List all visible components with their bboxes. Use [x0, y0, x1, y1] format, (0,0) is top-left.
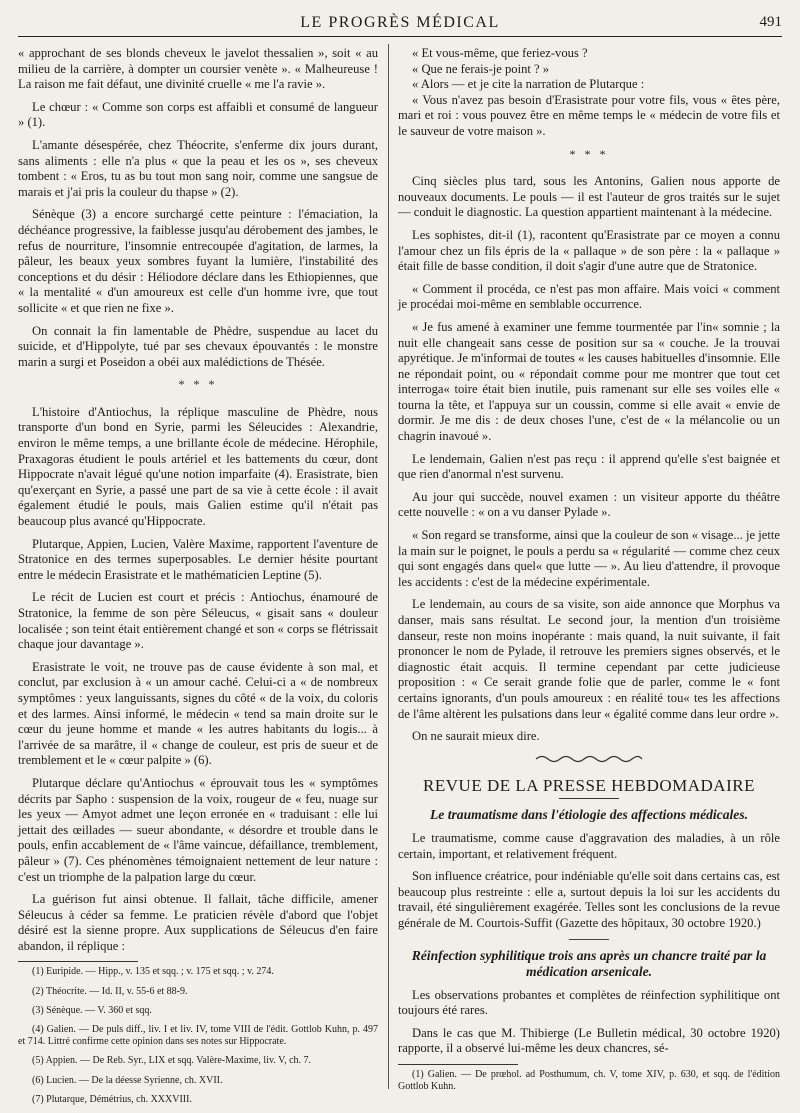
paragraph: Au jour qui succède, nouvel examen : un visiteur apporte du théâtre cette nouvelle : « on a vu danser Pylade ». [398, 489, 780, 520]
footnote: (1) Euripide. — Hipp., v. 135 et sqq. ; v. 175 et sqq. ; v. 274. [32, 966, 274, 978]
paragraph: Sénèque (3) a encore surchargé cette peinture : l'émaciation, la déchéance progressive, la faiblesse jusqu'au dérobement des jambes, le refus de nourriture, l'insomnie entrecoupée d'agitation, de larmes, la pâleur, les beaux yeux sombres fuyant la lumière, l'instabilité des conceptions et du désir : Héliodore déclare dans les Ethiopiennes, que « la mentalité « d'un amoureux est celle d'un homme ivre, que tout sollicite « et que rien ne fixe ». [18, 207, 378, 315]
paragraph: Le récit de Lucien est court et précis : Antiochus, énamouré de Stratonice, la femme de son père Séleucus, « gisait sans « douleur localisée ; son teint était entièrement changé et son « corps se flétrissait chaque jour davantage ». [18, 590, 378, 652]
paragraph: Les observations probantes et complètes de réinfection syphilitique ont toujours été rares. [398, 987, 780, 1018]
quote-line: « Alors — et je cite la narration de Plutarque : [412, 77, 645, 92]
section-stars: * * * [178, 377, 218, 392]
paragraph: « Vous n'avez pas besoin d'Erasistrate pour votre fils, vous « êtes père, mari et roi : vous pouvez être en même temps le « médecin de votre fils et le sauveur de votre maison ». [398, 92, 780, 138]
running-header [18, 14, 782, 37]
ornamental-divider [398, 753, 780, 769]
section-stars: * * * [569, 146, 609, 161]
left-column [18, 46, 378, 1113]
journal-title: LE PROGRÈS MÉDICAL [300, 14, 500, 31]
article-heading: Réinfection syphilitique trois ans après un chancre traité par la médication arsenicale. [411, 947, 767, 979]
paragraph: Dans le cas que M. Thibierge (Le Bulletin médical, 30 octobre 1920) rapporte, il a observé lui-même les deux chancres, sé- [398, 1025, 780, 1056]
column-divider [388, 44, 389, 1089]
article-heading: Le traumatisme dans l'étiologie des affections médicales. [429, 806, 749, 822]
paragraph: Plutarque, Appien, Lucien, Valère Maxime, rapportent l'aventure de Stratonice en des termes superposables. Le dernier hésite pourtant entre le médecin Erasistrate et le mathématicien Leptine (5). [18, 536, 378, 582]
quote-line: « Que ne ferais-je point ? » [412, 61, 550, 76]
paragraph: Le traumatisme, comme cause d'aggravation des maladies, à un rôle certain, important, et relativement fréquent. [398, 830, 780, 861]
footnote: (5) Appien. — De Reb. Syr., LIX et sqq. Valère-Maxime, liv. V, ch. 7. [32, 1055, 312, 1067]
section-title: REVUE DE LA PRESSE HEBDOMADAIRE [423, 776, 755, 796]
paragraph: « Je fus amené à examiner une femme tourmentée par l'in« somnie ; la nuit elle changeait sans cesse de position sur sa « couche. Je la trouvai apyrétique. Je m'informai de toutes « les causes habituelles d'insomnie. Elle ne répondait point, ou « répondait comme pour me montrer que tout cet interroga« toire était bien inutile, puis ramenant sur elle ses voiles elle « tourna la tête, et l'appuya sur un coussin, comme si elle avait « envie de dormir. Je me dis : de deux choses l'une, c'est de « la mélancolie ou un chagrin inavoué ». [398, 319, 780, 444]
paragraph: « Comment il procéda, ce n'est pas mon affaire. Mais voici « comment je procédai moi-même en semblable occurrence. [398, 281, 780, 312]
paragraph: L'amante désespérée, chez Théocrite, s'enferme dix jours durant, sans aliments : elle n'a plus « que la peau et les os », ses cheveux tombent : « Eros, tu as bu tout mon sang noir, comme une sangsue de marais et j'ai pris la couleur du thapse » (2). [18, 137, 378, 199]
footnote: (7) Plutarque, Démétrius, ch. XXXVIII. [32, 1093, 192, 1105]
paragraph: « Son regard se transforme, ainsi que la couleur de son « visage... je jette la main sur le poignet, le pouls a perdu sa « régularité — comme chez ceux qui sont engagés dans quel« que lutte — ». Au lieu d'attendre, il provoque les accidents : c'est de la médecine expérimentale. [398, 528, 780, 589]
paragraph: Cinq siècles plus tard, sous les Antonins, Galien nous apporte de nouveaux documents. Le pouls — il est l'auteur de gros traités sur le sujet — conduit le diagnostic. La question appartient maintenant à la médecine. [398, 174, 780, 220]
footnote: (1) Galien. — De prœhol. ad Posthumum, ch. V, tome XIV, p. 630, et sqq. de l'édition Gottlob Kuhn. [398, 1068, 780, 1093]
paragraph: Le lendemain, Galien n'est pas reçu : il apprend qu'elle s'est baignée et que rien d'anormal n'est survenu. [398, 451, 780, 482]
paragraph: L'histoire d'Antiochus, la réplique masculine de Phèdre, nous transporte d'un bond en Syrie, parmi les Séleucides : Alexandrie, environ le même temps, a une brillante école de médecine. Hérophile, Praxagoras étudient le pouls artériel et les battements du cœur, dont Hippocrate n'avait légué qu'une notion imparfaite (4). Erasistrate, bien qu'exerçant en Syrie, a passé une part de sa vie à cette école : il avait également étudié le pouls, mais Galien estime qu'il n'était pas beaucoup plus avancé qu'Hippocrate. [18, 404, 378, 529]
paragraph: On ne saurait mieux dire. [412, 729, 540, 744]
footnote-rule [18, 961, 138, 962]
heading-rule [569, 939, 609, 940]
footnote: (6) Lucien. — De la déesse Syrienne, ch. XVII. [32, 1074, 223, 1086]
right-column [398, 46, 780, 1100]
paragraph: Erasistrate le voit, ne trouve pas de cause évidente à son mal, et conclut, par exclusion à « un amour caché. Celui-ci a « de nombreux symptômes : yeux languissants, signes du côté « de la voix, du coloris et des larmes. Ainsi informé, le médecin « tend sa main droite sur le cœur du jeune homme et mande « les autres habitants du logis... à l'arrivée de sa marâtre, il « change de couleur, est pris de sueur et de tremblement et le « cœur palpite » (6). [18, 659, 378, 768]
footnote: (3) Sénèque. — V. 360 et sqq. [32, 1004, 152, 1016]
paragraph: Le chœur : « Comme son corps est affaibli et consumé de langueur » (1). [18, 99, 378, 130]
wavy-line-icon [534, 754, 644, 764]
footnote-rule [398, 1064, 518, 1065]
paragraph: Les sophistes, dit-il (1), racontent qu'Erasistrate par ce moyen a connu l'amour chez un fils épris de la « pallaque » de son père : la « pallaque » était fille de basse condition, il doit s'agir d'une autre que de Stratonice. [398, 227, 780, 274]
title-rule [559, 798, 619, 799]
paragraph: On connait la fin lamentable de Phèdre, suspendue au lacet du suicide, et d'Hippolyte, tué par ses chevaux épouvantés : le monstre marin a surgi et Poseidon a obéi aux malédictions de Thésée. [18, 323, 378, 369]
page-number: 491 [759, 14, 782, 30]
paragraph: Son influence créatrice, pour indéniable qu'elle soit dans certains cas, est beaucoup plus restreinte : elle a, surtout depuis la loi sur les accidents du travail, été singulièrement exagérée. Telles sont les conclusions de la revue générale de M. Courtois-Suffit (Gazette des hôpitaux, 30 octobre 1920.) [398, 869, 780, 930]
footnote: (4) Galien. — De puls diff., liv. I et liv. IV, tome VIII de l'édit. Gottlob Kuhn, p. 497 et 714. Littré confirme cette opinion dans ses notes sur Hippocrate. [18, 1024, 378, 1048]
quote-line: « Et vous-même, que feriez-vous ? [412, 46, 588, 60]
footnote: (2) Théocrite. — Id. II, v. 55-6 et 88-9. [32, 985, 188, 997]
paragraph: Le lendemain, au cours de sa visite, son aide annonce que Morphus va danser, mais sans résultat. Le second jour, la mention d'un troisième danseur, reste non moins inopérante : mais quand, la nuit suivante, il fait prononcer le nom de Pylade, il retrouve les premiers signes observés, et le diagnostic était acquis. Il termine cependant par cette judicieuse proposition : « Ce serait grande folie que de parler, comme le « font certains ignorants, d'un pouls amoureux : en réalité tou« tes les affections de l'âme altèrent les pulsations dans leur « égalité comme dans leur ordre ». [398, 597, 780, 721]
paragraph: « approchant de ses blonds cheveux le javelot thessalien », soit « au milieu de la carrière, à dompter un coursier venète ». « Malheureuse ! La raison me fait défaut, une divinité cruelle « me l'a ravie ». [18, 46, 378, 92]
paragraph: Plutarque déclare qu'Antiochus « éprouvait tous les « symptômes décrits par Sapho : suspension de la voix, rougeur de « feu, nuage sur les yeux — Amyot admet une leçon erronée en « traduisant : elle lui jettait des œillades — sueur abondante, « désordre et trouble dans le pouls, enfin accablement de « l'âme vaincue, défaillance, tremblement, pâleur » (7). Ces phénomènes témoignaient nettement de leur nature : c'est un triomphe de la palpation large du cœur. [18, 775, 378, 884]
paragraph: La guérison fut ainsi obtenue. Il fallait, tâche difficile, amener Séleucus à céder sa femme. Le praticien révèle d'abord que l'objet désiré est la sienne propre. Aux supplications de Séleucus d'en faire abandon, il réplique : [18, 892, 378, 953]
